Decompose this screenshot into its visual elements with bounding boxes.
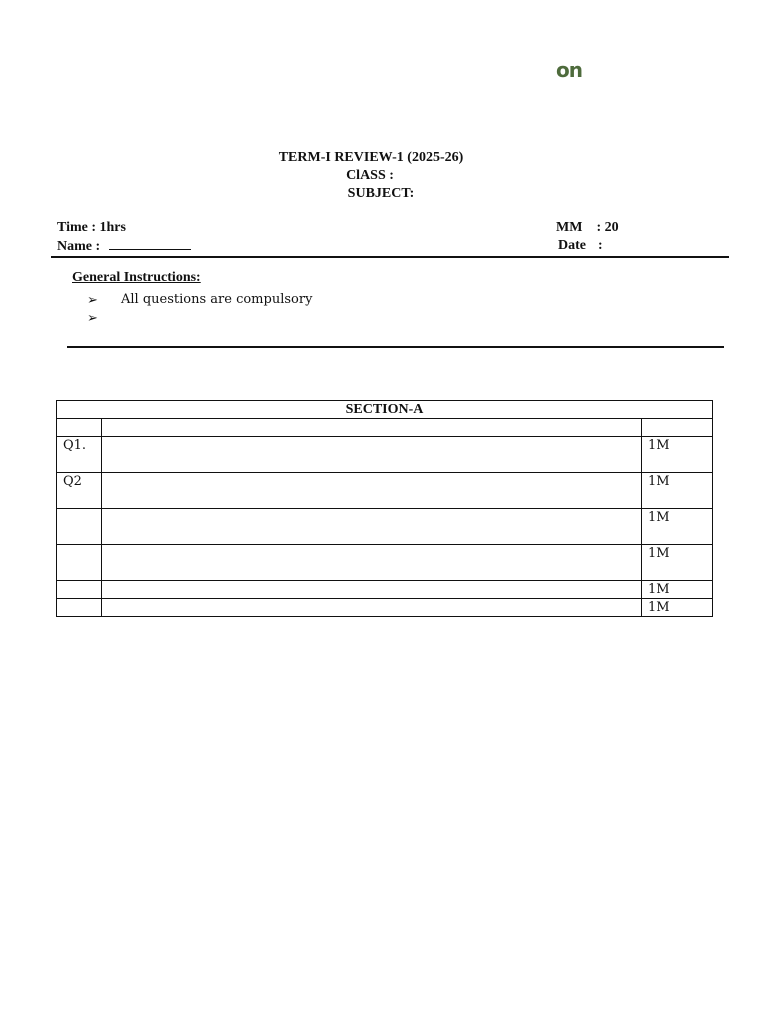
question-marks: 1M bbox=[642, 599, 713, 617]
question-text bbox=[102, 437, 642, 473]
time-label: Time : 1hrs bbox=[57, 220, 126, 235]
table-row bbox=[57, 509, 713, 545]
question-marks: 1M bbox=[642, 509, 713, 545]
mm-label: MM bbox=[556, 220, 583, 235]
question-number bbox=[57, 509, 102, 545]
question-text bbox=[102, 599, 642, 617]
mm-value: : 20 bbox=[596, 220, 619, 235]
section-a-table bbox=[56, 400, 713, 617]
instruction-item: All questions are compulsory bbox=[121, 292, 313, 307]
table-row bbox=[57, 545, 713, 581]
question-text bbox=[102, 473, 642, 509]
date-label: Date bbox=[558, 238, 586, 253]
question-number bbox=[57, 599, 102, 617]
header-divider bbox=[51, 256, 729, 258]
table-row bbox=[57, 473, 713, 509]
general-instructions-title: General Instructions: bbox=[72, 270, 201, 285]
question-text bbox=[102, 509, 642, 545]
table-row bbox=[57, 581, 713, 599]
table-row bbox=[57, 599, 713, 617]
question-number bbox=[57, 545, 102, 581]
name-field bbox=[57, 238, 191, 255]
school-logo-fragment: on bbox=[556, 58, 582, 82]
name-blank-line bbox=[109, 238, 191, 250]
name-label: Name : bbox=[57, 239, 101, 254]
table-row bbox=[57, 419, 713, 437]
question-text bbox=[102, 545, 642, 581]
question-marks: 1M bbox=[642, 581, 713, 599]
question-text bbox=[102, 581, 642, 599]
section-title: SECTION-A bbox=[57, 401, 713, 419]
question-marks: 1M bbox=[642, 473, 713, 509]
date-field bbox=[558, 238, 603, 254]
instructions-divider bbox=[67, 346, 724, 348]
arrow-bullet-icon: ➢ bbox=[87, 311, 98, 326]
question-marks: 1M bbox=[642, 437, 713, 473]
date-value: : bbox=[598, 238, 603, 253]
max-marks bbox=[556, 220, 619, 236]
class-label: ClASS : bbox=[346, 168, 394, 183]
subject-label: SUBJECT: bbox=[347, 186, 415, 201]
arrow-bullet-icon: ➢ bbox=[87, 293, 98, 308]
question-number: Q1. bbox=[57, 437, 102, 473]
question-number: Q2 bbox=[57, 473, 102, 509]
paper-header bbox=[0, 149, 768, 203]
question-marks: 1M bbox=[642, 545, 713, 581]
exam-title: TERM-I REVIEW-1 (2025-26) bbox=[278, 150, 464, 165]
question-number bbox=[57, 581, 102, 599]
table-row bbox=[57, 437, 713, 473]
